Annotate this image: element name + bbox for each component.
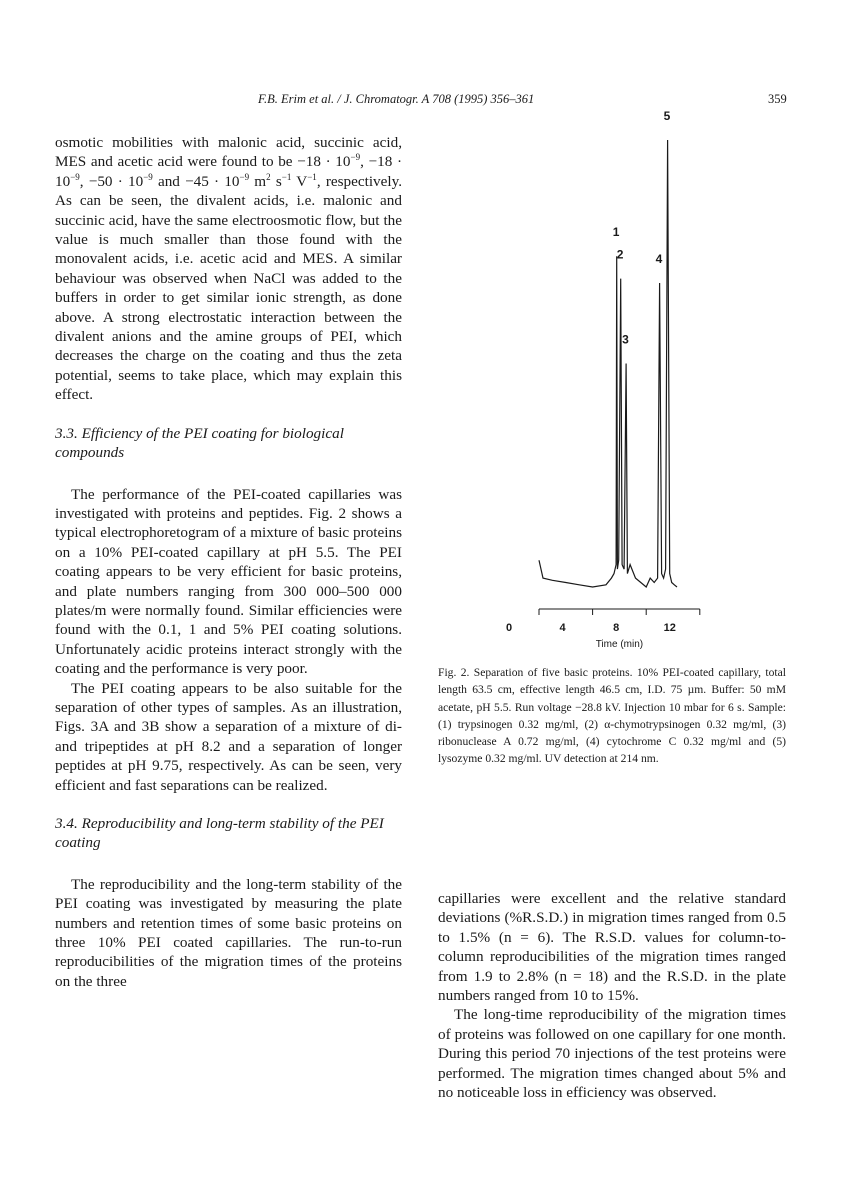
paragraph-reproducibility: The reproducibility and the long-term stability of the PEI coating was investigated by measuring the plate numbers and retention times of some basic proteins on three 10% PEI coated capillaries. The run-to-run reproducibilities of the migration times of the proteins on the three xyxy=(55,875,402,990)
section-heading-3-3: 3.3. Efficiency of the PEI coating for biological compounds xyxy=(55,424,344,462)
exponent: 2 xyxy=(266,171,271,182)
text-segment: and −45 · 10 xyxy=(152,172,240,190)
exponent: −9 xyxy=(70,171,80,182)
text-segment: V xyxy=(291,172,308,190)
peak-label-1: 1 xyxy=(612,225,620,240)
peak-label-4: 4 xyxy=(655,252,663,266)
spacer xyxy=(55,853,402,875)
peak-label-2: 2 xyxy=(616,247,624,262)
right-column xyxy=(438,889,786,1102)
peak-label-5: 5 xyxy=(663,109,671,123)
x-tick-label: 8 xyxy=(613,622,620,634)
text-segment: s xyxy=(270,172,282,190)
x-tick-label: 0 xyxy=(505,622,513,634)
electropherogram-chart xyxy=(470,109,770,660)
paragraph-rsd-values: capillaries were excellent and the relative standard deviations (%R.S.D.) in migration times ranged from 0.5 to 1.5% (n = 6). The R.S.D. values for column-to-column reproducibilities of the migration times ranged from 1.9 to 2.8% (n = 18) and the R.S.D. in the plate numbers ranged from 10 to 15%. xyxy=(438,890,786,1005)
text-segment: , −50 · 10 xyxy=(79,172,144,190)
electropherogram-trace xyxy=(539,140,677,587)
figure-caption xyxy=(438,664,786,768)
paragraph-electroosmotic-mobilities xyxy=(55,133,402,405)
paragraph-performance: The performance of the PEI-coated capillaries was investigated with proteins and peptides. Fig. 2 shows a typical electrophoretogram of a mixture of basic proteins on a 10% PEI-coated capillary at pH 5.5. The PEI coating appears to be very efficient for basic proteins, and plate numbers ranging from 300 000–500 000 plates/m were normally found. Similar efficiencies were found with the 0.1, 1 and 5% PEI coating solutions. Unfortunately acidic proteins interact strongly with the coating and the performance is very poor. xyxy=(55,485,402,678)
x-axis-title: Time (min) xyxy=(595,639,644,650)
spacer xyxy=(55,463,402,485)
section-heading-3-4: 3.4. Reproducibility and long-term stability of the PEI coating xyxy=(55,815,384,852)
left-column xyxy=(55,133,402,991)
running-header xyxy=(0,92,852,112)
x-tick-label: 12 xyxy=(663,622,676,634)
page-number: 359 xyxy=(768,92,787,106)
spacer xyxy=(55,795,402,814)
x-tick-label: 4 xyxy=(559,622,566,634)
paragraph-other-samples: The PEI coating appears to be also suitable for the separation of other types of samples. As an illustration, Figs. 3A and 3B show a separation of a mixture of di- and tripeptides at pH 8.2 and a separation of longer peptides at pH 9.75, respectively. As can be seen, very efficient and fast separations can be realized. xyxy=(55,679,402,794)
caption-text: Fig. 2. Separation of five basic proteins. 10% PEI-coated capillary, total length 63.5 cm, effective length 46.5 cm, I.D. 75 µm. Buffer: 50 mM acetate, pH 5.5. Run voltage −28.8 kV. Injection 10 mbar for 6 s. Sample: (1) trypsinogen 0.32 mg/ml, (2) α-chymotrypsinogen 0.32 mg/ml, (3) ribonuclease A 0.72 mg/ml, (4) cytochrome C 0.32 mg/ml and (5) lysozyme 0.32 mg/ml. UV detection at 214 nm. xyxy=(438,666,786,766)
exponent: −1 xyxy=(281,171,292,182)
exponent: −9 xyxy=(239,171,250,182)
running-head: F.B. Erim et al. / J. Chromatogr. A 708 (1995) 356–361 xyxy=(258,92,535,106)
spacer xyxy=(55,405,402,424)
text-segment: , −18 · 10 xyxy=(55,153,402,190)
paragraph-long-time-reproducibility: The long-time reproducibility of the migration times of proteins was followed on one capillary for one month. During this period 70 injections of the test proteins were performed. The migration times changed about 5% and no noticeable loss in efficiency was observed. xyxy=(438,1006,786,1102)
exponent: −9 xyxy=(143,171,153,182)
text-segment: m xyxy=(249,172,267,190)
text-segment: osmotic mobilities with malonic acid, succinic acid, MES and acetic acid were found to be −18 · 10 xyxy=(55,134,402,171)
x-axis-ticks xyxy=(506,609,700,634)
figure-2 xyxy=(470,109,770,660)
exponent: −1 xyxy=(307,171,317,182)
peak-label-3: 3 xyxy=(622,332,629,347)
exponent: −9 xyxy=(350,152,361,163)
text-segment: , respectively. As can be seen, the divalent acids, i.e. malonic and succinic acid, have the same electroosmotic flow, but the value is much smaller than those found with the monovalent acids, i.e. acetic acid and MES. A similar behaviour was observed when NaCl was added to the buffers in order to get similar ionic strength, as done above. A strong electrostatic interaction between the divalent anions and the amine groups of PEI, which decreases the charge on the coating and thus the zeta potential, seems to take place, which may explain this effect. xyxy=(55,172,402,404)
